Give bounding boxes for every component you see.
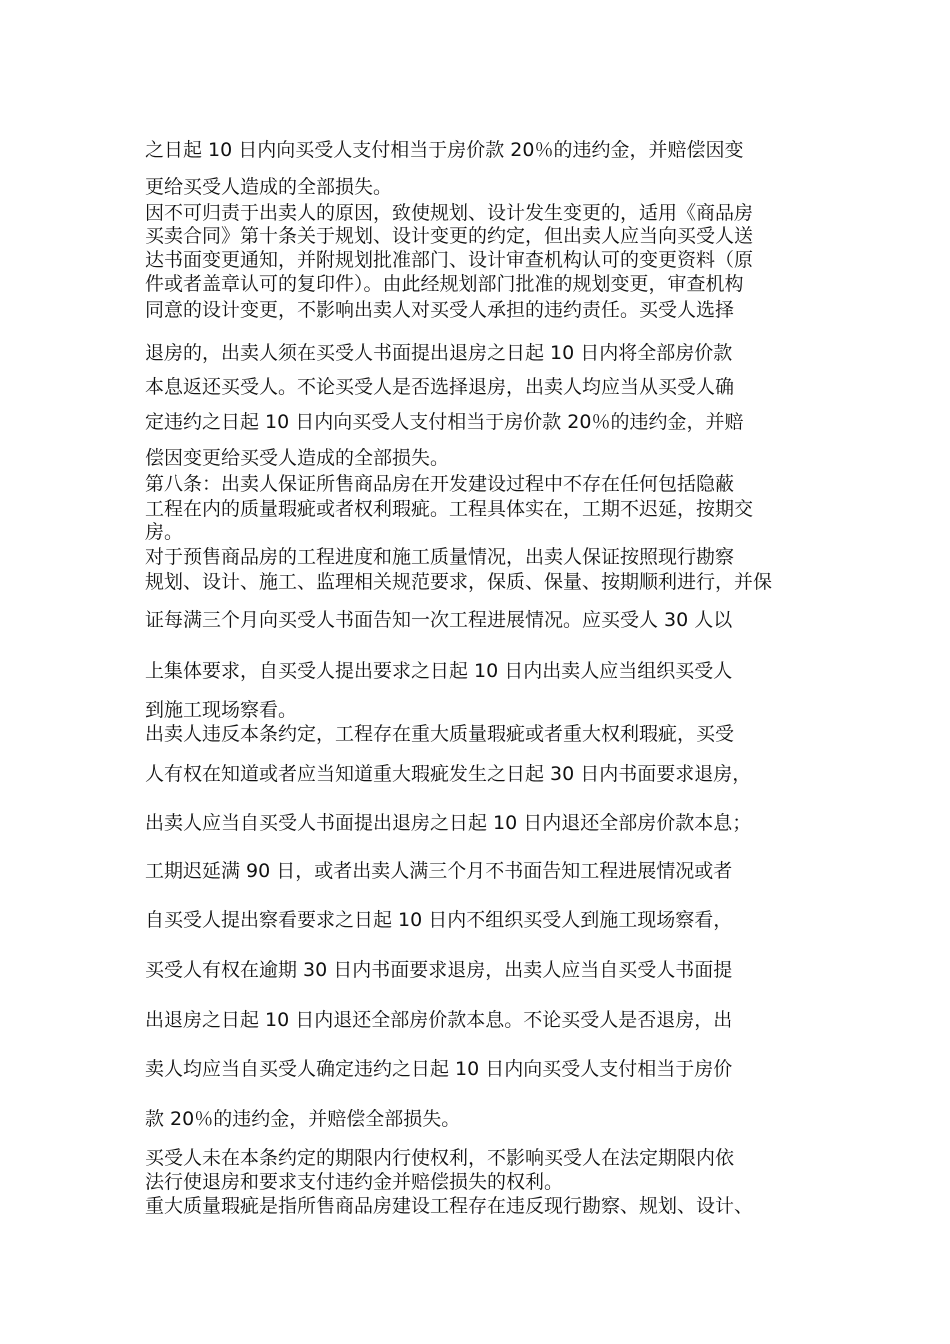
text-line: 上集体要求，自买受人提出要求之日起 10 日内出卖人应当组织买受人	[145, 660, 733, 682]
text-line: 工程在内的质量瑕疵或者权利瑕疵。工程具体实在，工期不迟延，按期交	[145, 498, 754, 520]
text-line: 买卖合同》第十条关于规划、设计变更的约定，但出卖人应当向买受人送	[145, 225, 754, 247]
text-line: 买受人有权在逾期 30 日内书面要求退房，出卖人应当自买受人书面提	[145, 959, 733, 981]
text-line: 更给买受人造成的全部损失。	[145, 176, 393, 198]
text-line: 自买受人提出察看要求之日起 10 日内不组织买受人到施工现场察看，	[145, 909, 733, 931]
text-line: 因不可归责于出卖人的原因，致使规划、设计发生变更的，适用《商品房	[145, 202, 754, 224]
text-line: 重大质量瑕疵是指所售商品房建设工程存在违反现行勘察、规划、设计、	[145, 1195, 754, 1217]
text-line: 款 20％的违约金，并赔偿全部损失。	[145, 1108, 461, 1130]
text-line: 卖人均应当自买受人确定违约之日起 10 日内向买受人支付相当于房价	[145, 1058, 733, 1080]
text-line: 证每满三个月向买受人书面告知一次工程进展情况。应买受人 30 人以	[145, 609, 733, 631]
text-line: 人有权在知道或者应当知道重大瑕疵发生之日起 30 日内书面要求退房，	[145, 763, 752, 785]
text-line: 之日起 10 日内向买受人支付相当于房价款 20％的违约金，并赔偿因变	[145, 139, 744, 161]
text-line: 件或者盖章认可的复印件）。由此经规划部门批准的规划变更，审查机构	[145, 273, 744, 295]
text-line: 出卖人应当自买受人书面提出退房之日起 10 日内退还全部房价款本息；	[145, 812, 752, 834]
text-line: 本息返还买受人。不论买受人是否选择退房，出卖人均应当从买受人确	[145, 376, 735, 398]
text-line: 出退房之日起 10 日内退还全部房价款本息。不论买受人是否退房，出	[145, 1009, 733, 1031]
text-line: 达书面变更通知，并附规划批准部门、设计审查机构认可的变更资料（原	[145, 249, 754, 271]
text-line: 房。	[145, 521, 184, 543]
text-line: 第八条：出卖人保证所售商品房在开发建设过程中不存在任何包括隐蔽	[145, 473, 735, 495]
text-line: 同意的设计变更，不影响出卖人对买受人承担的违约责任。买受人选择	[145, 299, 735, 321]
text-line: 出卖人违反本条约定，工程存在重大质量瑕疵或者重大权利瑕疵，买受	[145, 723, 735, 745]
text-line: 定违约之日起 10 日内向买受人支付相当于房价款 20％的违约金，并赔	[145, 411, 744, 433]
text-line: 退房的，出卖人须在买受人书面提出退房之日起 10 日内将全部房价款	[145, 342, 733, 364]
text-line: 规划、设计、施工、监理相关规范要求，保质、保量、按期顺利进行，并保	[145, 571, 773, 593]
text-line: 到施工现场察看。	[145, 699, 298, 721]
text-line: 偿因变更给买受人造成的全部损失。	[145, 447, 450, 469]
text-line: 法行使退房和要求支付违约金并赔偿损失的权利。	[145, 1171, 564, 1193]
text-line: 买受人未在本条约定的期限内行使权利，不影响买受人在法定期限内依	[145, 1147, 735, 1169]
text-line: 对于预售商品房的工程进度和施工质量情况，出卖人保证按照现行勘察	[145, 546, 735, 568]
text-line: 工期迟延满 90 日，或者出卖人满三个月不书面告知工程进展情况或者	[145, 860, 733, 882]
